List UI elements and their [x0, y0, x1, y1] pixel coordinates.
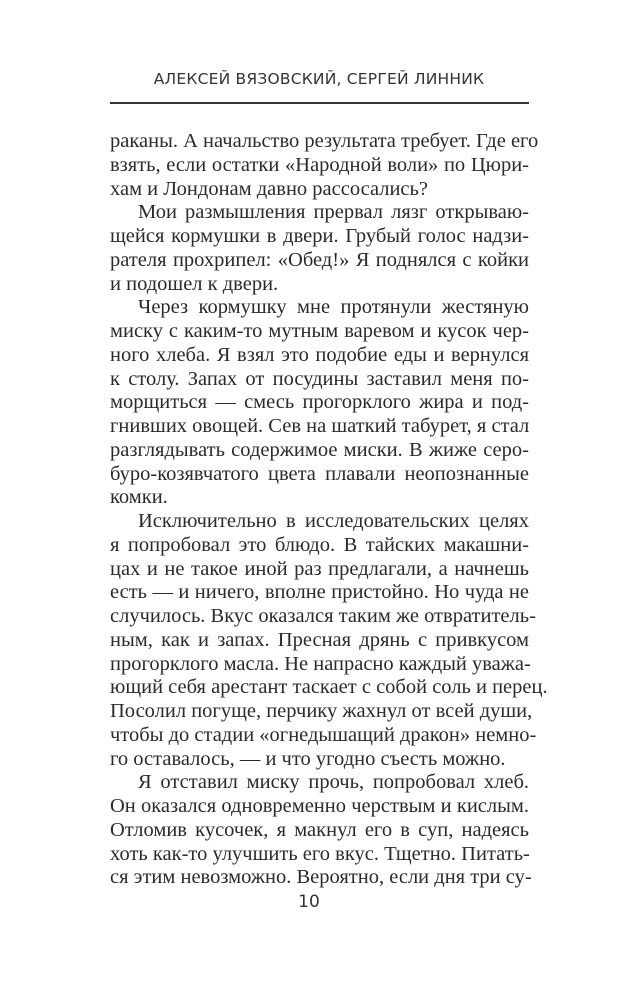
text-line: хоть как-то улучшить его вкус. Тщетно. Питать- — [110, 842, 530, 865]
text-line: Я отставил миску прочь, попробовал хлеб. — [138, 771, 529, 794]
text-line: ным, как и запах. Пресная дрянь с привкусом — [110, 628, 529, 651]
text-line: ся этим невозможно. Вероятно, если дня три су- — [110, 866, 532, 889]
text-line: случилось. Вкус оказался таким же отвратитель- — [110, 605, 536, 627]
text-line: и подошел к двери. — [110, 272, 279, 295]
text-line: Он оказался одновременно черствым и кислым. — [110, 795, 529, 817]
running-header: АЛЕКСЕЙ ВЯЗОВСКИЙ, СЕРГЕЙ ЛИННИК — [153, 70, 485, 88]
text-line: гнивших овощей. Сев на шаткий табурет, я стал — [110, 415, 530, 437]
paragraph — [110, 130, 539, 201]
text-line: миску с каким-то мутным варевом и кусок чер- — [110, 320, 529, 342]
paragraph — [110, 771, 532, 890]
page-number: 10 — [298, 892, 320, 912]
text-line: комки. — [110, 486, 168, 509]
text-line: морщиться — смесь прогорклого жира и под- — [110, 391, 529, 414]
text-line: ющий себя арестант таскает с собой соль и перец. — [110, 676, 548, 699]
body-text — [110, 130, 548, 890]
header-rule — [110, 102, 529, 104]
text-line: Мои размышления прервал лязг открываю- — [138, 201, 529, 224]
text-line: я попробовал это блюдо. В тайских макашни- — [110, 533, 529, 556]
text-line: к столу. Запах от посудины заставил меня по- — [110, 367, 529, 390]
text-line: Отломив кусочек, я макнул его в суп, надеясь — [110, 818, 529, 841]
text-line: раканы. А начальство результата требует. Где его — [110, 130, 539, 152]
text-line: Посолил погуще, перчику жахнул от всей души, — [110, 700, 533, 722]
text-line: прогорклого масла. Не напрасно каждый уважа- — [110, 652, 531, 675]
text-line: чтобы до стадии «огнедышащий дракон» немно- — [110, 723, 537, 746]
paragraph — [110, 201, 529, 296]
paragraph — [110, 510, 548, 771]
text-line: Через кормушку мне протянули жестяную — [138, 296, 529, 319]
text-line: Исключительно в исследовательских целях — [138, 510, 529, 532]
text-line: го оставалось, — и что угодно съесть можно. — [110, 747, 506, 770]
text-line: цах и не такое иной раз предлагали, а начнешь — [110, 557, 529, 580]
text-line: щейся кормушки в двери. Грубый голос надзи- — [110, 225, 529, 247]
text-line: ного хлеба. Я взял это подобие еды и вернулся — [110, 343, 529, 366]
text-line: буро-козявчатого цвета плавали неопознанные — [110, 462, 529, 485]
text-line: разглядывать содержимое миски. В жиже серо- — [110, 438, 529, 461]
text-line: есть — и ничего, вполне пристойно. Но чуда не — [110, 581, 529, 604]
paragraph — [110, 296, 529, 510]
text-line: рателя прохрипел: «Обед!» Я поднялся с койки — [110, 248, 529, 271]
text-line: хам и Лондонам давно рассосались? — [110, 177, 428, 200]
text-line: взять, если остатки «Народной воли» по Цюри- — [110, 153, 529, 176]
